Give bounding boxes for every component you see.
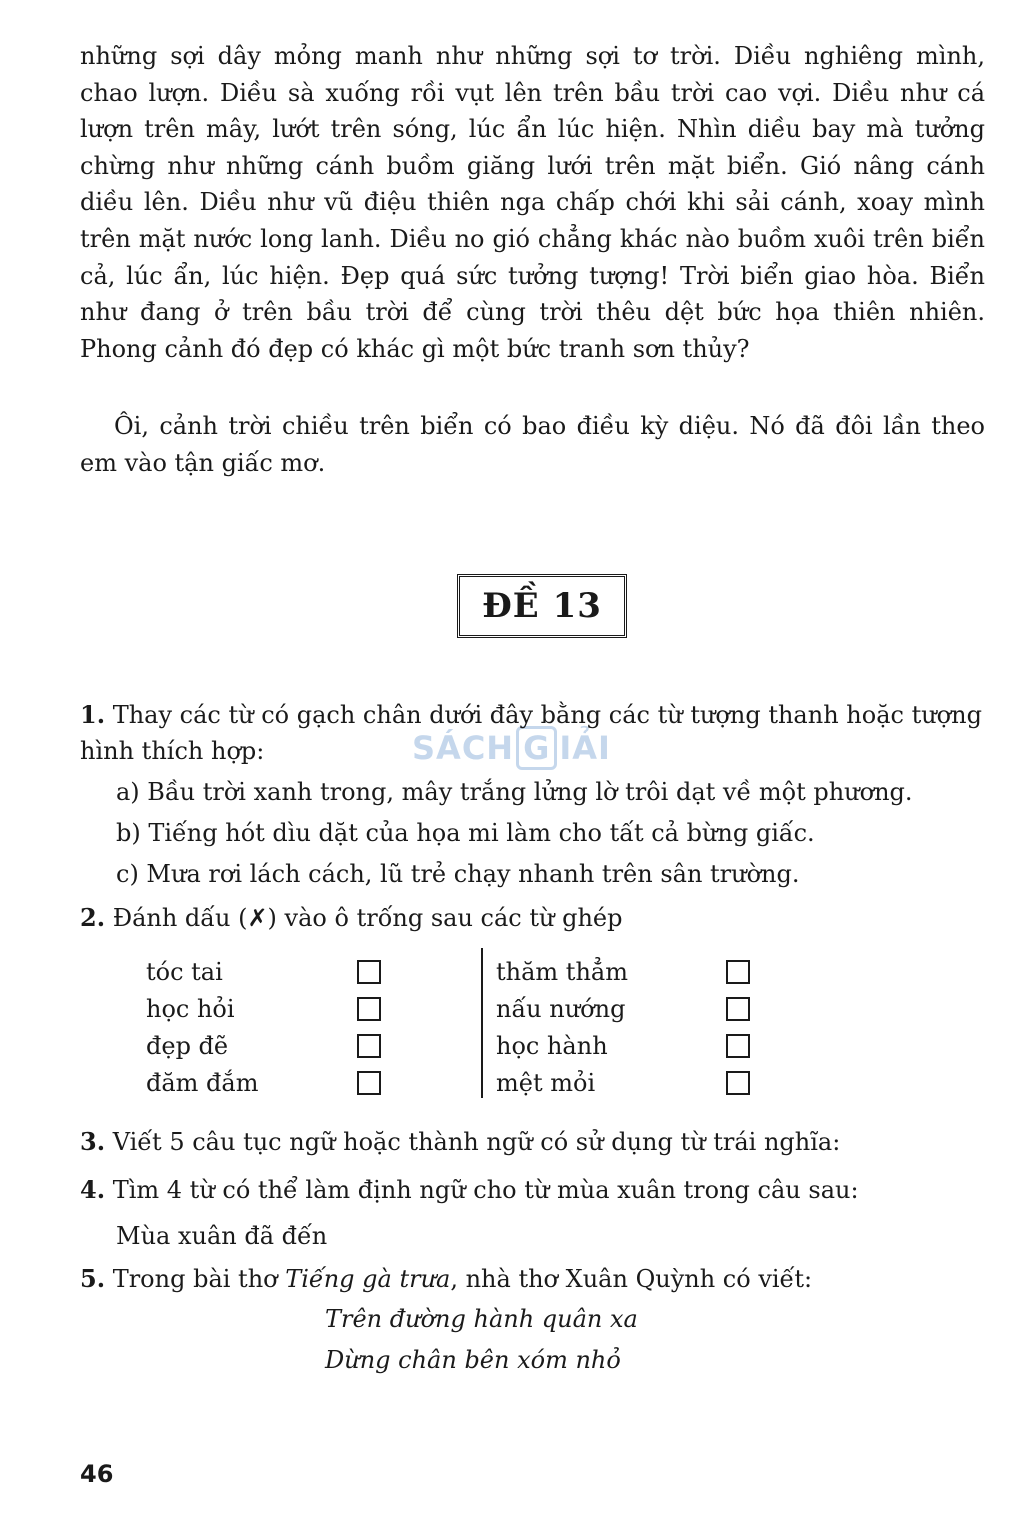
checkbox-right-2[interactable] (726, 997, 750, 1021)
question-text-before: Trong bài thơ (112, 1265, 286, 1293)
question-number: 2. (80, 903, 106, 932)
word-left-4: đăm đắm (146, 1069, 259, 1097)
question-5 (80, 1261, 990, 1297)
word-left-1: tóc tai (146, 958, 223, 986)
question-text: Đánh dấu (✗) vào ô trống sau các từ ghép (112, 904, 623, 932)
question-1 (80, 697, 990, 769)
poem-line-1: Trên đường hành quân xa (325, 1305, 638, 1333)
word-right-1: thăm thẳm (496, 958, 628, 986)
word-left-3: đẹp đẽ (146, 1032, 229, 1060)
checkbox-right-1[interactable] (726, 960, 750, 984)
checkbox-left-3[interactable] (357, 1034, 381, 1058)
passage-paragraph-2: Ôi, cảnh trời chiều trên biển có bao điều kỳ diệu. Nó đã đôi lần theo em vào tận giấc mơ. (80, 412, 985, 477)
exam-heading (457, 574, 627, 638)
question-text: Tìm 4 từ có thể làm định ngữ cho từ mùa xuân trong câu sau: (112, 1176, 859, 1204)
question-3 (80, 1124, 990, 1160)
word-right-2: nấu nướng (496, 995, 626, 1023)
question-text-after: , nhà thơ Xuân Quỳnh có viết: (450, 1265, 813, 1293)
question-number: 4. (80, 1175, 106, 1204)
question-4-example: Mùa xuân đã đến (116, 1222, 328, 1250)
question-number: 3. (80, 1127, 106, 1156)
word-left-2: học hỏi (146, 995, 235, 1023)
word-right-4: mệt mỏi (496, 1069, 596, 1097)
checkbox-left-1[interactable] (357, 960, 381, 984)
question-2 (80, 900, 990, 936)
checkbox-left-4[interactable] (357, 1071, 381, 1095)
question-1-item-c: c) Mưa rơi lách cách, lũ trẻ chạy nhanh trên sân trường. (116, 860, 800, 888)
poem-title: Tiếng gà trưa (285, 1265, 451, 1293)
checkbox-right-4[interactable] (726, 1071, 750, 1095)
column-divider (481, 948, 483, 1098)
exam-heading-label: ĐỀ 13 (482, 586, 602, 626)
checkbox-left-2[interactable] (357, 997, 381, 1021)
word-right-3: học hành (496, 1032, 608, 1060)
passage-paragraph-1: những sợi dây mỏng manh như những sợi tơ trời. Diều nghiêng mình, chao lượn. Diều sà xuống rồi vụt lên trên bầu trời cao vợi. Diều như cá lượn trên mây, lướt trên sóng, lúc ẩn lúc hiện. Nhìn diều bay mà tưởng chừng như những cánh buồm giăng lưới trên mặt biển. Gió nâng cánh diều lên. Diều như vũ điệu thiên nga chấp chới khi sải cánh, xoay mình trên mặt nước long lanh. Diều no gió chẳng khác nào buồm xuôi trên biển cả, lúc ẩn, lúc hiện. Đẹp quá sức tưởng tượng! Trời biển giao hòa. Biển như đang ở trên bầu trời để cùng trời thêu dệt bức họa thiên nhiên. Phong cảnh đó đẹp có khác gì một bức tranh sơn thủy? (80, 42, 985, 363)
page-number: 46 (80, 1460, 114, 1488)
question-number: 5. (80, 1264, 106, 1293)
question-number: 1. (80, 700, 106, 729)
question-4 (80, 1172, 990, 1208)
watermark-logo: SÁCH G IẢI (412, 726, 611, 770)
question-1-item-a: a) Bầu trời xanh trong, mây trắng lửng lờ trôi dạt về một phương. (116, 778, 913, 806)
poem-line-2: Dừng chân bên xóm nhỏ (325, 1346, 621, 1374)
question-1-item-b: b) Tiếng hót dìu dặt của họa mi làm cho tất cả bừng giấc. (116, 819, 815, 847)
checkbox-right-3[interactable] (726, 1034, 750, 1058)
question-text: Viết 5 câu tục ngữ hoặc thành ngữ có sử dụng từ trái nghĩa: (112, 1128, 841, 1156)
question-text: Thay các từ có gạch chân dưới đây bằng các từ tượng thanh hoặc tượng hình thích hợp: (80, 701, 982, 765)
